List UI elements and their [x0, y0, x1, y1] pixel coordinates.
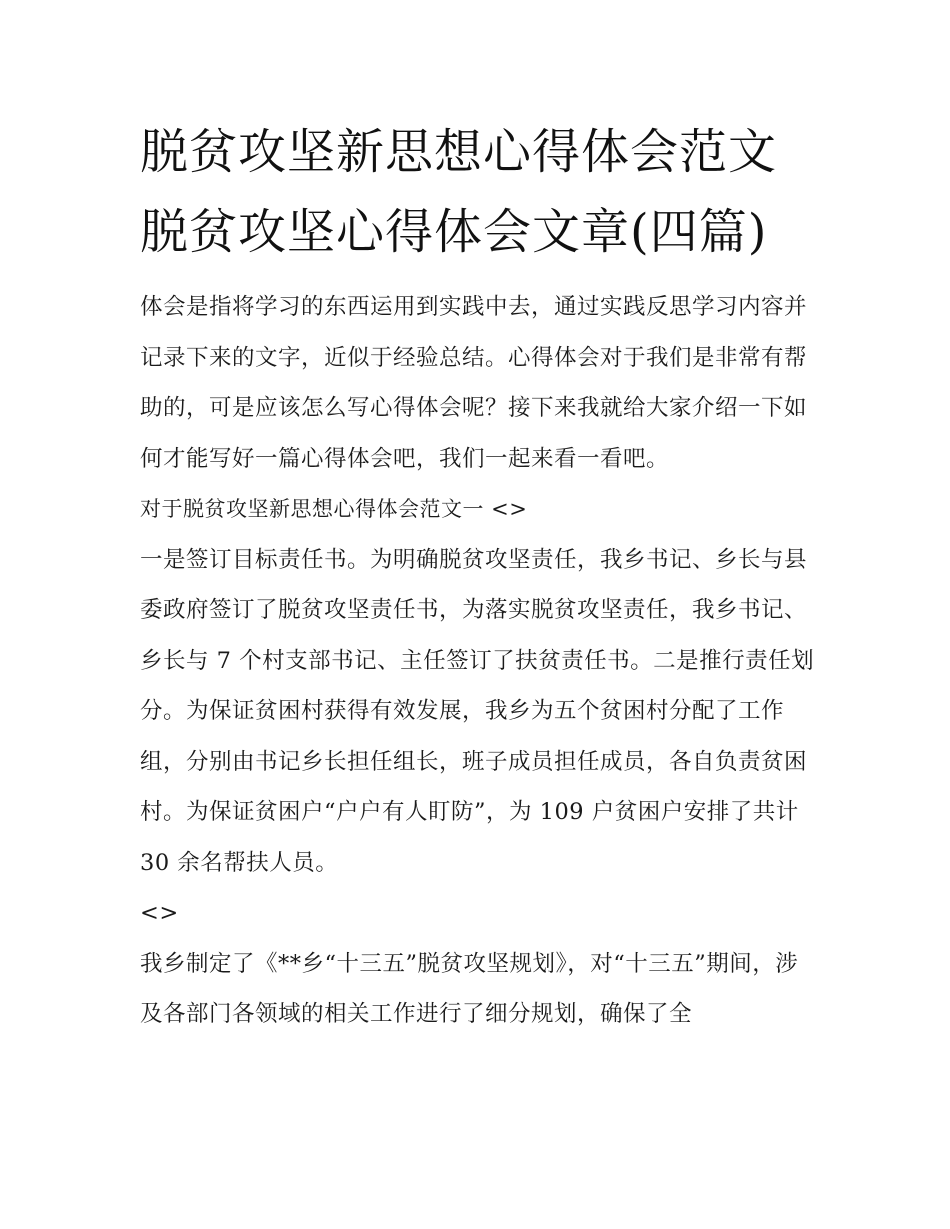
intro-paragraph: 体会是指将学习的东西运用到实践中去，通过实践反思学习内容并记录下来的文字，近似于经验总结。心得体会对于我们是非常有帮助的，可是应该怎么写心得体会呢？接下来我就给大家介绍一下如何才能写好一篇心得体会吧，我们一起来看一看吧。: [140, 294, 808, 472]
section-marker: <>: [140, 900, 179, 926]
document-content: [140, 112, 820, 1040]
body-paragraph: 我乡制定了《**乡“十三五”脱贫攻坚规划》，对“十三五”期间，涉及各部门各领域的相关工作进行了细分规划，确保了全: [140, 950, 799, 1027]
section-heading: 对于脱贫攻坚新思想心得体会范文一 <>: [140, 497, 528, 521]
body-paragraph: 一是签订目标责任书。为明确脱贫攻坚责任，我乡书记、乡长与县委政府签订了脱贫攻坚责任书，为落实脱贫攻坚责任，我乡书记、乡长与 7 个村支部书记、主任签订了扶贫责任书。二是推行责任划分。为保证贫困村获得有效发展，我乡为五个贫困村分配了工作组，分别由书记乡长担任组长，班子成员担任成员，各自负责贫困村。为保证贫困户“户户有人盯防”，为 109 户贫困户安排了共计 30 余名帮扶人员。: [140, 546, 815, 876]
document-body: [140, 282, 820, 1040]
document-title: 脱贫攻坚新思想心得体会范文 脱贫攻坚心得体会文章(四篇): [140, 124, 778, 260]
